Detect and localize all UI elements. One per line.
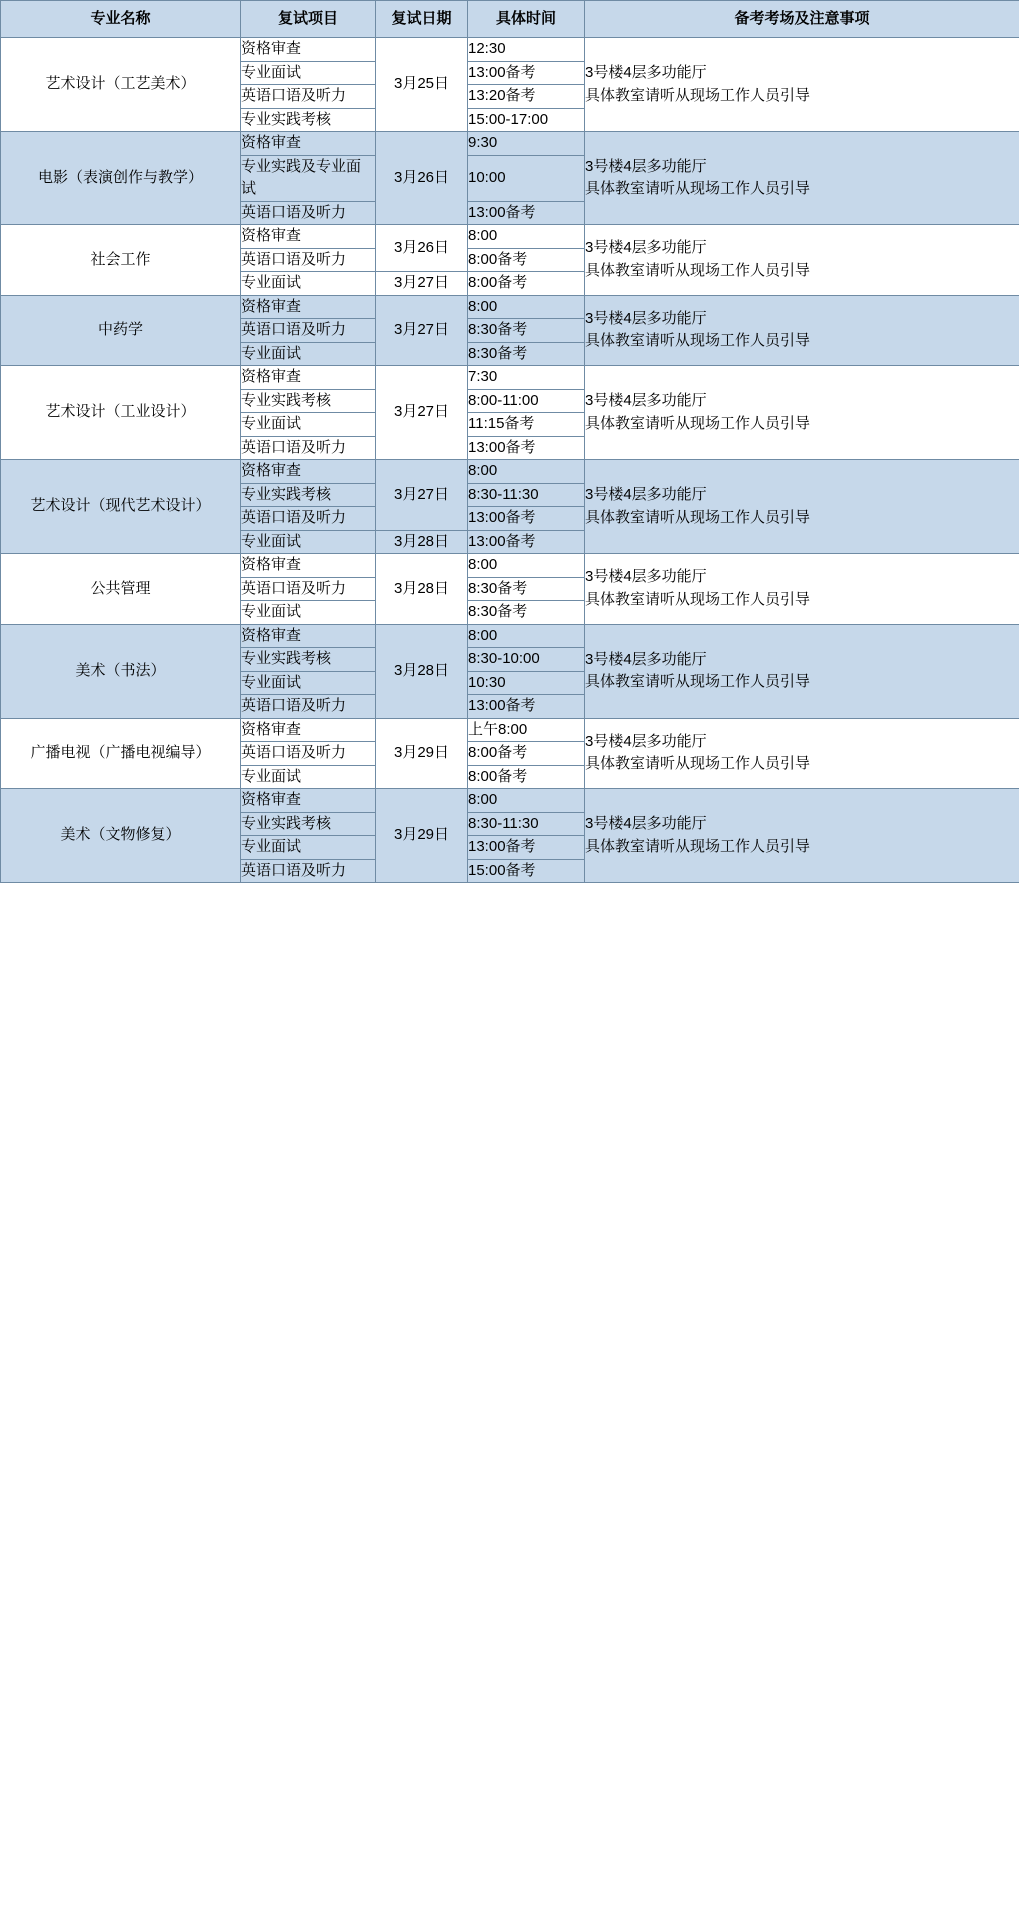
retest-time-cell: 8:00 — [468, 460, 585, 484]
notes-cell — [585, 295, 1019, 366]
retest-time-cell: 13:00备考 — [468, 201, 585, 225]
retest-time-cell: 10:00 — [468, 155, 585, 201]
notes-cell — [585, 789, 1019, 883]
retest-item-cell: 资格审查 — [241, 225, 376, 249]
retest-item-cell: 专业实践考核 — [241, 389, 376, 413]
table-row — [1, 624, 1019, 648]
retest-date-cell: 3月26日 — [376, 225, 468, 272]
retest-date-cell: 3月27日 — [376, 366, 468, 460]
notes-line-venue: 3号楼4层多功能厅 — [585, 309, 707, 327]
notes-cell — [585, 624, 1019, 718]
retest-item-cell: 英语口语及听力 — [241, 201, 376, 225]
retest-item-cell: 英语口语及听力 — [241, 859, 376, 883]
notes-cell — [585, 366, 1019, 460]
retest-time-cell: 13:00备考 — [468, 436, 585, 460]
retest-item-cell: 专业实践考核 — [241, 108, 376, 132]
retest-time-cell: 13:20备考 — [468, 85, 585, 109]
retest-item-cell: 英语口语及听力 — [241, 577, 376, 601]
major-name-cell: 艺术设计（现代艺术设计） — [1, 460, 241, 554]
major-name-cell: 电影（表演创作与教学） — [1, 132, 241, 225]
retest-item-cell: 英语口语及听力 — [241, 742, 376, 766]
retest-time-cell: 13:00备考 — [468, 530, 585, 554]
notes-line-guidance: 具体教室请听从现场工作人员引导 — [585, 180, 811, 197]
major-name-cell: 广播电视（广播电视编导） — [1, 718, 241, 789]
retest-item-cell: 资格审查 — [241, 366, 376, 390]
retest-item-cell: 英语口语及听力 — [241, 695, 376, 719]
retest-item-cell: 专业面试 — [241, 413, 376, 437]
retest-item-cell: 英语口语及听力 — [241, 248, 376, 272]
retest-time-cell: 上午8:00 — [468, 718, 585, 742]
notes-line-venue: 3号楼4层多功能厅 — [585, 392, 707, 409]
header-notes: 备考考场及注意事项 — [585, 1, 1019, 38]
notes-line-venue: 3号楼4层多功能厅 — [585, 815, 707, 832]
retest-item-cell: 专业面试 — [241, 601, 376, 625]
retest-time-cell: 8:30备考 — [468, 342, 585, 366]
notes-line-venue: 3号楼4层多功能厅 — [585, 157, 707, 175]
notes-line-guidance: 具体教室请听从现场工作人员引导 — [585, 837, 811, 855]
retest-time-cell: 11:15备考 — [468, 413, 585, 437]
retest-item-cell: 专业实践及专业面试 — [241, 155, 376, 201]
retest-time-cell: 8:00 — [468, 554, 585, 578]
notes-line-guidance: 具体教室请听从现场工作人员引导 — [585, 673, 811, 690]
notes-cell — [585, 718, 1019, 789]
table-row — [1, 366, 1019, 390]
table-row — [1, 225, 1019, 249]
major-name-cell: 中药学 — [1, 295, 241, 366]
retest-item-cell: 专业面试 — [241, 671, 376, 695]
retest-date-cell: 3月27日 — [376, 460, 468, 531]
retest-date-cell: 3月29日 — [376, 718, 468, 789]
retest-item-cell: 资格审查 — [241, 460, 376, 484]
retest-time-cell: 7:30 — [468, 366, 585, 390]
table-row — [1, 718, 1019, 742]
notes-line-guidance: 具体教室请听从现场工作人员引导 — [585, 414, 811, 432]
retest-item-cell: 资格审查 — [241, 789, 376, 813]
retest-time-cell: 8:00 — [468, 789, 585, 813]
notes-line-venue: 3号楼4层多功能厅 — [585, 650, 707, 668]
retest-time-cell: 8:00 — [468, 624, 585, 648]
retest-time-cell: 8:00备考 — [468, 742, 585, 766]
retest-item-cell: 专业面试 — [241, 342, 376, 366]
retest-item-cell: 专业面试 — [241, 61, 376, 85]
notes-line-venue: 3号楼4层多功能厅 — [585, 486, 707, 503]
major-name-cell: 艺术设计（工业设计） — [1, 366, 241, 460]
notes-line-guidance: 具体教室请听从现场工作人员引导 — [585, 332, 811, 350]
retest-item-cell: 资格审查 — [241, 132, 376, 156]
notes-cell — [585, 132, 1019, 225]
retest-time-cell: 8:00备考 — [468, 248, 585, 272]
table-body — [1, 38, 1019, 883]
retest-time-cell: 8:30备考 — [468, 577, 585, 601]
retest-date-cell: 3月28日 — [376, 624, 468, 718]
retest-time-cell: 10:30 — [468, 671, 585, 695]
header-time: 具体时间 — [468, 1, 585, 38]
retest-item-cell: 资格审查 — [241, 624, 376, 648]
major-name-cell: 美术（书法） — [1, 624, 241, 718]
notes-line-venue: 3号楼4层多功能厅 — [585, 64, 707, 81]
retest-time-cell: 8:00备考 — [468, 272, 585, 296]
retest-item-cell: 专业面试 — [241, 530, 376, 554]
retest-item-cell: 资格审查 — [241, 718, 376, 742]
notes-line-venue: 3号楼4层多功能厅 — [585, 732, 707, 750]
retest-item-cell: 专业面试 — [241, 272, 376, 296]
retest-date-cell: 3月28日 — [376, 554, 468, 625]
retest-time-cell: 13:00备考 — [468, 61, 585, 85]
retest-item-cell: 专业实践考核 — [241, 483, 376, 507]
retest-date-cell: 3月26日 — [376, 132, 468, 225]
retest-time-cell: 8:00 — [468, 225, 585, 249]
notes-cell — [585, 554, 1019, 625]
retest-date-cell: 3月28日 — [376, 530, 468, 554]
retest-item-cell: 英语口语及听力 — [241, 507, 376, 531]
retest-time-cell: 8:30-11:30 — [468, 812, 585, 836]
header-row — [1, 1, 1019, 38]
header-major: 专业名称 — [1, 1, 241, 38]
notes-line-guidance: 具体教室请听从现场工作人员引导 — [585, 86, 811, 104]
retest-time-cell: 8:30-10:00 — [468, 648, 585, 672]
retest-date-cell: 3月27日 — [376, 272, 468, 296]
table-row — [1, 554, 1019, 578]
notes-line-guidance: 具体教室请听从现场工作人员引导 — [585, 508, 811, 526]
header-date: 复试日期 — [376, 1, 468, 38]
retest-time-cell: 8:00备考 — [468, 765, 585, 789]
retest-item-cell: 资格审查 — [241, 38, 376, 62]
notes-line-venue: 3号楼4层多功能厅 — [585, 568, 707, 586]
major-name-cell: 社会工作 — [1, 225, 241, 296]
retest-item-cell: 资格审查 — [241, 554, 376, 578]
table-row — [1, 460, 1019, 484]
retest-time-cell: 8:00 — [468, 295, 585, 319]
retest-time-cell: 15:00备考 — [468, 859, 585, 883]
retest-date-cell: 3月27日 — [376, 295, 468, 366]
retest-time-cell: 13:00备考 — [468, 836, 585, 860]
notes-line-guidance: 具体教室请听从现场工作人员引导 — [585, 755, 811, 773]
retest-date-cell: 3月29日 — [376, 789, 468, 883]
retest-item-cell: 专业面试 — [241, 836, 376, 860]
retest-item-cell: 专业面试 — [241, 765, 376, 789]
retest-item-cell: 资格审查 — [241, 295, 376, 319]
retest-time-cell: 15:00-17:00 — [468, 108, 585, 132]
retest-time-cell: 9:30 — [468, 132, 585, 156]
notes-cell — [585, 38, 1019, 132]
retest-item-cell: 英语口语及听力 — [241, 319, 376, 343]
header-item: 复试项目 — [241, 1, 376, 38]
retest-time-cell: 8:30备考 — [468, 319, 585, 343]
retest-time-cell: 8:30-11:30 — [468, 483, 585, 507]
retest-time-cell: 13:00备考 — [468, 695, 585, 719]
table-row — [1, 295, 1019, 319]
notes-line-guidance: 具体教室请听从现场工作人员引导 — [585, 590, 811, 608]
notes-line-guidance: 具体教室请听从现场工作人员引导 — [585, 261, 811, 279]
table-row — [1, 38, 1019, 62]
retest-item-cell: 英语口语及听力 — [241, 85, 376, 109]
retest-time-cell: 13:00备考 — [468, 507, 585, 531]
notes-cell — [585, 460, 1019, 554]
major-name-cell: 艺术设计（工艺美术） — [1, 38, 241, 132]
retest-date-cell: 3月25日 — [376, 38, 468, 132]
retest-time-cell: 8:30备考 — [468, 601, 585, 625]
retest-schedule-table — [0, 0, 1019, 883]
retest-time-cell: 8:00-11:00 — [468, 389, 585, 413]
table-row — [1, 789, 1019, 813]
retest-item-cell: 专业实践考核 — [241, 812, 376, 836]
major-name-cell: 美术（文物修复） — [1, 789, 241, 883]
retest-item-cell: 英语口语及听力 — [241, 436, 376, 460]
table-header — [1, 1, 1019, 38]
retest-item-cell: 专业实践考核 — [241, 648, 376, 672]
retest-time-cell: 12:30 — [468, 38, 585, 62]
major-name-cell: 公共管理 — [1, 554, 241, 625]
notes-cell — [585, 225, 1019, 296]
notes-line-venue: 3号楼4层多功能厅 — [585, 239, 707, 257]
table-row — [1, 132, 1019, 156]
